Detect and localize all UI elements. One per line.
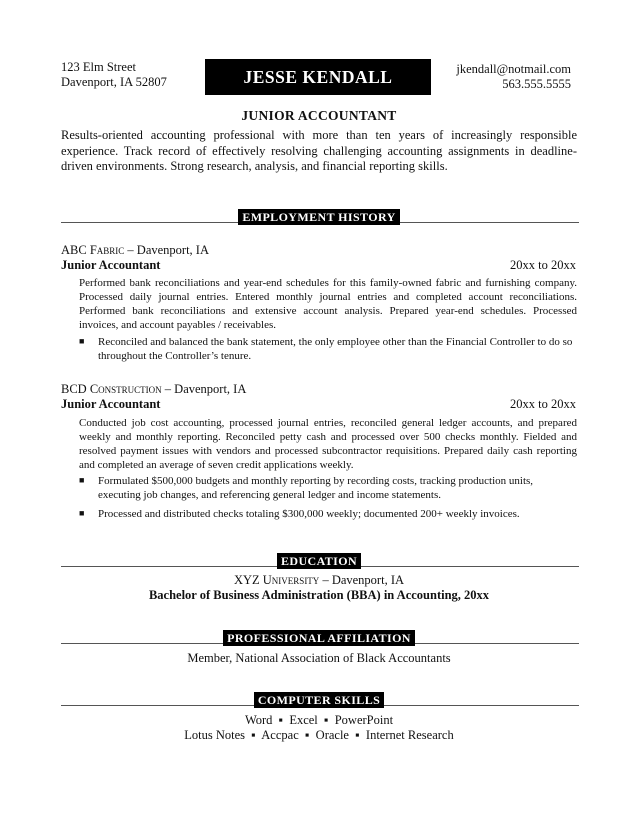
job-1-bullet-1-text: Reconciled and balanced the bank statement, the only employee other than the Financial Controller to do so throughout the Controller’s tenure. [98, 336, 573, 362]
employment-heading [0, 208, 638, 226]
name-banner [205, 59, 431, 95]
bullet-square-icon: ■ [79, 475, 85, 485]
job-2-employer [61, 382, 246, 397]
summary-paragraph: Results-oriented accounting professional with more than ten years of increasingly responsible experience. Track record of effectively resolving challenging accounting assignments in deadline-driven environments. Strong research, analysis, and financial reporting skills. [61, 128, 577, 173]
education-heading-label: EDUCATION [277, 553, 361, 569]
job-1-employer [61, 243, 209, 258]
candidate-name: JESSE KENDALL [243, 66, 393, 87]
school-name: XYZ University [233, 573, 320, 587]
job-2-bullet-2 [79, 507, 577, 521]
education-degree: Bachelor of Business Administration (BBA) in Accounting, 20xx [148, 588, 490, 602]
phone-number: 563.555.5555 [502, 77, 571, 91]
skills-heading [0, 691, 638, 709]
job-1-location: – Davenport, IA [124, 243, 209, 257]
job-title: JUNIOR ACCOUNTANT [241, 108, 397, 123]
job-2-role: Junior Accountant [61, 397, 161, 411]
skills-line-1: Word ▪ Excel ▪ PowerPoint [244, 713, 394, 727]
job-2-description: Conducted job cost accounting, processed journal entries, reconciled general ledger accounts, and prepared weekly and monthly reporting. Reconciled petty cash and processed over 500 checks monthly. Fielded and resolved payment issues with vendors and processed subcontractor requisitions. Prepared daily cash reporting and completed an average of seven credit applications weekly. [79, 417, 577, 471]
job-2-location: – Davenport, IA [161, 382, 247, 396]
bullet-square-icon: ■ [79, 508, 85, 518]
job-1-dates: 20xx to 20xx [510, 258, 576, 272]
job-1-description: Performed bank reconciliations and year-end schedules for this family-owned fabric and furnishing company. Processed daily journal entries. Entered monthly journal entries and completed account reconciliations. Performed bank reconciliations and extensive account analysis. Prepared year-end schedules. Processed invoices, and account payables / receivables. [79, 277, 577, 331]
education-heading [0, 552, 638, 570]
skills-line-2: Lotus Notes ▪ Accpac ▪ Oracle ▪ Internet Research [184, 728, 454, 742]
street-address: 123 Elm Street [61, 60, 136, 74]
job-2-dates: 20xx to 20xx [510, 397, 576, 411]
email-address[interactable]: jkendall@notmail.com [456, 62, 571, 76]
job-1-company: ABC Fabric [61, 243, 125, 257]
job-1-bullet-1 [79, 335, 577, 363]
affiliation-heading [0, 629, 638, 647]
contact-block [456, 62, 571, 92]
education-school [0, 573, 638, 588]
bullet-square-icon: ■ [79, 336, 85, 346]
affiliation-heading-label: PROFESSIONAL AFFILIATION [223, 630, 415, 646]
school-location: – Davenport, IA [319, 573, 405, 587]
address-block [61, 60, 167, 90]
job-2-bullet-2-text: Processed and distributed checks totaling $300,000 weekly; documented 200+ weekly invoices. [98, 508, 520, 520]
job-2-bullet-1-text: Formulated $500,000 budgets and monthly reporting by recording costs, tracking production units, executing job changes, and referencing general ledger and income statements. [98, 475, 534, 501]
job-1-role: Junior Accountant [61, 258, 161, 272]
affiliation-text: Member, National Association of Black Accountants [187, 651, 451, 665]
city-state-zip: Davenport, IA 52807 [61, 75, 167, 89]
employment-heading-label: EMPLOYMENT HISTORY [238, 209, 399, 225]
skills-heading-label: COMPUTER SKILLS [254, 692, 384, 708]
job-2-bullet-1 [79, 474, 577, 502]
job-2-company: BCD Construction [61, 382, 162, 396]
